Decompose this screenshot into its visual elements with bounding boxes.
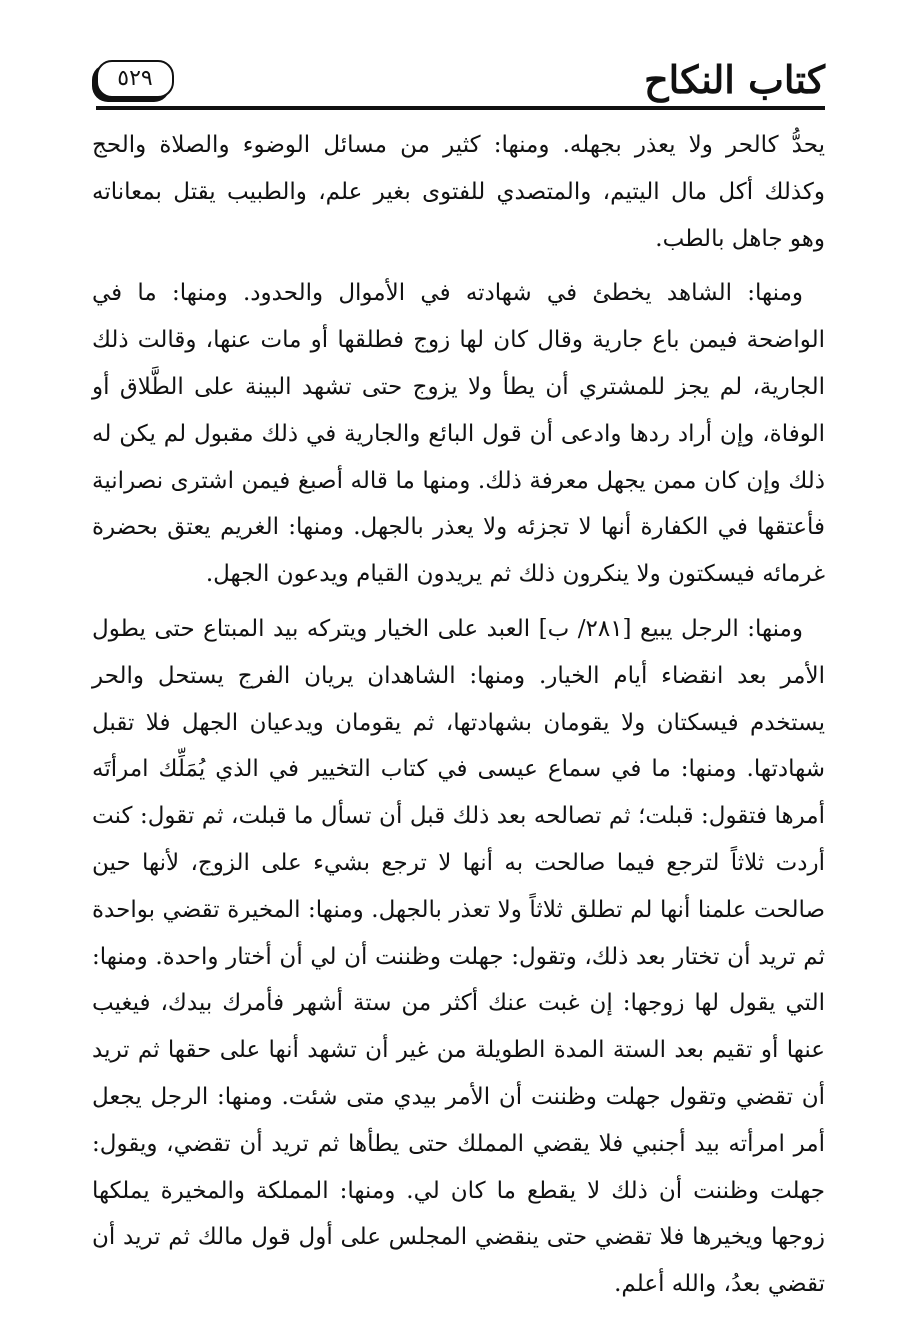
page-number-badge [96,60,174,98]
paragraph: ومنها: الشاهد يخطئ في شهادته في الأموال والحدود. ومنها: ما في الواضحة فيمن باع جارية وقال كان لها زوج فطلقها أو مات عنها، وقالت ذلك الجارية، لم يجز للمشتري أن يطأ ولا يزوج حتى تشهد البينة على الطَّلاق أو الوفاة، وإن أراد ردها وادعى أن قول البائع والجارية في ذلك مقبول لم يكن له ذلك وإن كان ممن يجهل معرفة ذلك. ومنها ما قاله أصبغ فيمن اشترى نصرانية فأعتقها في الكفارة أنها لا تجزئه ولا يعذر بالجهل. ومنها: الغريم يعتق بحضرة غرمائه فيسكتون ولا ينكرون ذلك ثم يريدون القيام ويدعون الجهل. [92,280,825,588]
running-title: كتاب النكاح [644,57,825,102]
page-number: ٥٢٩ [117,66,153,91]
header-rule [96,106,825,110]
body-text [92,122,825,1316]
page-header [96,52,825,110]
paragraph: يحدُّ كالحر ولا يعذر بجهله. ومنها: كثير من مسائل الوضوء والصلاة والحج وكذلك أكل مال اليتيم، والمتصدي للفتوى بغير علم، والطبيب يقتل بمعاناته وهو جاهل بالطب. [92,132,825,252]
paragraph: ومنها: الرجل يبيع [٢٨١/ ب] العبد على الخيار ويتركه بيد المبتاع حتى يطول الأمر بعد انقضاء أيام الخيار. ومنها: الشاهدان يريان الفرج يستحل والحر يستخدم فيسكتان ولا يقومان بشهادتها، ثم يقومان ويدعيان الجهل فلا تقبل شهادتها. ومنها: ما في سماع عيسى في كتاب التخيير في الذي يُمَلِّك امرأتَه أمرها فتقول: قبلت؛ ثم تصالحه بعد ذلك قبل أن تسأل ما قبلت، ثم تقول: كنت أردت ثلاثاً لترجع فيما صالحت به أنها لا ترجع بشيء على الزوج، لأنها حين صالحت علمنا أنها لم تطلق ثلاثاً ولا تعذر بالجهل. ومنها: المخيرة تقضي بواحدة ثم تريد أن تختار بعد ذلك، وتقول: جهلت وظننت أن لي أن أختار واحدة. ومنها: التي يقول لها زوجها: إن غبت عنك أكثر من ستة أشهر فأمرك بيدك، فيغيب عنها أو تقيم بعد الستة المدة الطويلة من غير أن تشهد أنها على حقها ثم تريد أن تقضي وتقول جهلت وظننت أن الأمر بيدي متى شئت. ومنها: الرجل يجعل أمر امرأته بيد أجنبي فلا يقضي المملك حتى يطأها ثم تريد أن تقضي، ويقول: جهلت وظننت أن ذلك لا يقطع ما كان لي. ومنها: المملكة والمخيرة يملكها زوجها ويخيرها فلا تقضي حتى ينقضي المجلس على أول قول مالك ثم تريد أن تقضي بعدُ، والله أعلم. [92,615,825,1298]
